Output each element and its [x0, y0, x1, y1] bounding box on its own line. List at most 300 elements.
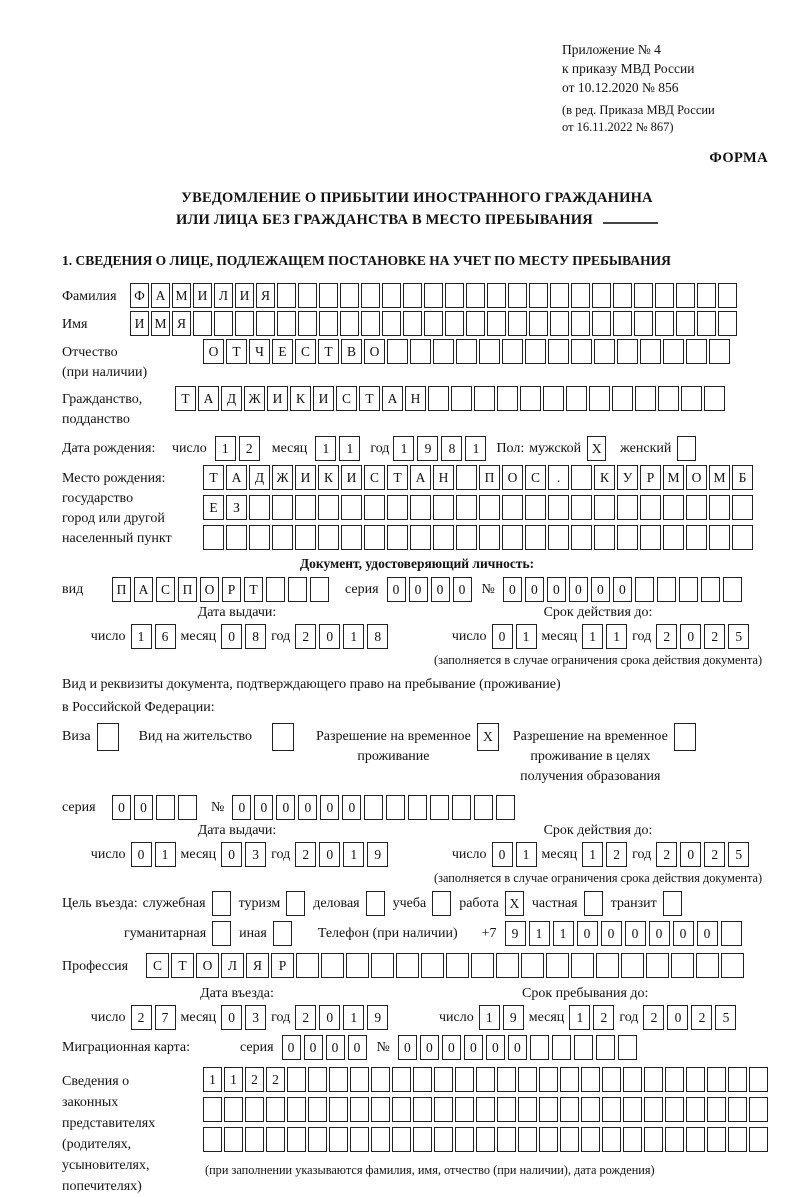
form-cell[interactable]: 1 — [315, 436, 336, 461]
form-cell[interactable] — [430, 795, 449, 820]
form-cell[interactable] — [433, 525, 454, 550]
form-cell[interactable] — [574, 1035, 593, 1060]
form-cell[interactable] — [214, 311, 233, 336]
sex-male-checkbox[interactable]: X — [587, 436, 606, 461]
form-cell[interactable] — [392, 1127, 411, 1152]
form-cell[interactable]: З — [226, 495, 247, 520]
form-cell[interactable]: М — [709, 465, 730, 490]
form-cell[interactable]: А — [198, 386, 219, 411]
form-cell[interactable]: 2 — [643, 1005, 664, 1030]
form-cell[interactable] — [697, 311, 716, 336]
form-cell[interactable] — [371, 1067, 390, 1092]
form-cell[interactable] — [686, 1127, 705, 1152]
form-cell[interactable]: 2 — [295, 1005, 316, 1030]
form-cell[interactable] — [718, 311, 737, 336]
form-cell[interactable] — [665, 1097, 684, 1122]
form-cell[interactable] — [371, 953, 394, 978]
form-cell[interactable]: 1 — [203, 1067, 222, 1092]
form-cell[interactable]: 3 — [245, 842, 266, 867]
form-cell[interactable]: О — [502, 465, 523, 490]
form-cell[interactable] — [709, 495, 730, 520]
form-cell[interactable] — [288, 577, 307, 602]
form-cell[interactable] — [434, 1067, 453, 1092]
form-cell[interactable] — [644, 1127, 663, 1152]
form-cell[interactable]: 1 — [393, 436, 414, 461]
form-cell[interactable] — [566, 386, 587, 411]
form-cell[interactable] — [550, 283, 569, 308]
form-cell[interactable]: Т — [359, 386, 380, 411]
form-cell[interactable]: 0 — [547, 577, 566, 602]
form-cell[interactable] — [308, 1067, 327, 1092]
form-cell[interactable] — [479, 525, 500, 550]
purpose-private-checkbox[interactable] — [584, 891, 603, 916]
form-cell[interactable] — [456, 339, 477, 364]
form-cell[interactable]: С — [336, 386, 357, 411]
form-cell[interactable]: 1 — [553, 921, 574, 946]
form-cell[interactable] — [272, 495, 293, 520]
form-cell[interactable]: Т — [226, 339, 247, 364]
form-cell[interactable] — [640, 525, 661, 550]
form-cell[interactable] — [718, 283, 737, 308]
form-cell[interactable] — [456, 495, 477, 520]
form-cell[interactable] — [341, 525, 362, 550]
form-cell[interactable]: Ж — [272, 465, 293, 490]
form-cell[interactable]: А — [410, 465, 431, 490]
form-cell[interactable]: 0 — [577, 921, 598, 946]
form-cell[interactable] — [424, 283, 443, 308]
form-cell[interactable] — [455, 1097, 474, 1122]
form-cell[interactable] — [340, 311, 359, 336]
form-cell[interactable]: 2 — [656, 842, 677, 867]
form-cell[interactable]: Я — [256, 283, 275, 308]
form-cell[interactable]: 1 — [343, 624, 364, 649]
form-cell[interactable] — [298, 283, 317, 308]
form-cell[interactable] — [386, 795, 405, 820]
form-cell[interactable] — [434, 1097, 453, 1122]
form-cell[interactable] — [589, 386, 610, 411]
form-cell[interactable] — [445, 283, 464, 308]
form-cell[interactable] — [476, 1097, 495, 1122]
form-cell[interactable] — [530, 1035, 549, 1060]
form-cell[interactable]: 1 — [516, 842, 537, 867]
form-cell[interactable]: Я — [246, 953, 269, 978]
form-cell[interactable] — [594, 495, 615, 520]
form-cell[interactable] — [728, 1067, 747, 1092]
form-cell[interactable]: 0 — [464, 1035, 483, 1060]
form-cell[interactable] — [319, 311, 338, 336]
form-cell[interactable]: М — [663, 465, 684, 490]
form-cell[interactable]: 1 — [131, 624, 152, 649]
form-cell[interactable]: 0 — [221, 1005, 242, 1030]
form-cell[interactable] — [686, 495, 707, 520]
form-cell[interactable] — [550, 311, 569, 336]
purpose-transit-checkbox[interactable] — [663, 891, 682, 916]
form-cell[interactable]: 5 — [715, 1005, 736, 1030]
form-cell[interactable] — [612, 386, 633, 411]
purpose-humanitarian-checkbox[interactable] — [212, 921, 231, 946]
form-cell[interactable]: 1 — [465, 436, 486, 461]
form-cell[interactable]: 0 — [320, 795, 339, 820]
form-cell[interactable]: Н — [405, 386, 426, 411]
form-cell[interactable] — [455, 1127, 474, 1152]
form-cell[interactable] — [707, 1127, 726, 1152]
form-cell[interactable] — [508, 283, 527, 308]
form-cell[interactable] — [681, 386, 702, 411]
form-cell[interactable] — [539, 1067, 558, 1092]
form-cell[interactable] — [732, 525, 753, 550]
form-cell[interactable] — [387, 495, 408, 520]
form-cell[interactable]: А — [134, 577, 153, 602]
form-cell[interactable] — [657, 577, 676, 602]
form-cell[interactable] — [581, 1067, 600, 1092]
form-cell[interactable]: К — [318, 465, 339, 490]
form-cell[interactable] — [621, 953, 644, 978]
form-cell[interactable] — [296, 953, 319, 978]
form-cell[interactable]: И — [267, 386, 288, 411]
form-cell[interactable] — [665, 1127, 684, 1152]
form-cell[interactable] — [295, 495, 316, 520]
form-cell[interactable] — [560, 1097, 579, 1122]
form-cell[interactable] — [350, 1097, 369, 1122]
form-cell[interactable] — [529, 311, 548, 336]
form-cell[interactable] — [525, 339, 546, 364]
form-cell[interactable] — [502, 525, 523, 550]
form-cell[interactable] — [644, 1097, 663, 1122]
form-cell[interactable]: П — [479, 465, 500, 490]
form-cell[interactable] — [525, 495, 546, 520]
form-cell[interactable] — [634, 311, 653, 336]
form-cell[interactable]: 0 — [304, 1035, 323, 1060]
form-cell[interactable]: Т — [171, 953, 194, 978]
form-cell[interactable] — [548, 525, 569, 550]
form-cell[interactable] — [696, 953, 719, 978]
form-cell[interactable]: 0 — [673, 921, 694, 946]
form-cell[interactable]: . — [548, 465, 569, 490]
form-cell[interactable] — [655, 311, 674, 336]
form-cell[interactable] — [709, 339, 730, 364]
form-cell[interactable] — [571, 525, 592, 550]
form-cell[interactable] — [520, 386, 541, 411]
form-cell[interactable] — [497, 1127, 516, 1152]
form-cell[interactable]: 1 — [606, 624, 627, 649]
form-cell[interactable] — [502, 495, 523, 520]
form-cell[interactable] — [721, 953, 744, 978]
form-cell[interactable] — [452, 795, 471, 820]
form-cell[interactable]: Ж — [244, 386, 265, 411]
form-cell[interactable] — [707, 1097, 726, 1122]
form-cell[interactable]: 9 — [503, 1005, 524, 1030]
form-cell[interactable]: 0 — [319, 624, 340, 649]
form-cell[interactable] — [424, 311, 443, 336]
form-cell[interactable]: 0 — [134, 795, 153, 820]
form-cell[interactable] — [539, 1127, 558, 1152]
form-cell[interactable] — [364, 795, 383, 820]
purpose-study-checkbox[interactable] — [432, 891, 451, 916]
form-cell[interactable] — [318, 525, 339, 550]
form-cell[interactable]: 0 — [409, 577, 428, 602]
form-cell[interactable] — [451, 386, 472, 411]
form-cell[interactable]: 0 — [508, 1035, 527, 1060]
form-cell[interactable] — [287, 1097, 306, 1122]
form-cell[interactable] — [361, 283, 380, 308]
form-cell[interactable] — [581, 1127, 600, 1152]
form-cell[interactable] — [518, 1097, 537, 1122]
form-cell[interactable]: 8 — [367, 624, 388, 649]
purpose-commercial-checkbox[interactable] — [366, 891, 385, 916]
form-cell[interactable] — [308, 1127, 327, 1152]
form-cell[interactable] — [728, 1097, 747, 1122]
form-cell[interactable]: К — [290, 386, 311, 411]
form-cell[interactable]: А — [226, 465, 247, 490]
form-cell[interactable]: С — [525, 465, 546, 490]
form-cell[interactable] — [496, 795, 515, 820]
form-cell[interactable]: 0 — [398, 1035, 417, 1060]
form-cell[interactable] — [635, 386, 656, 411]
form-cell[interactable]: 1 — [516, 624, 537, 649]
form-cell[interactable]: 0 — [649, 921, 670, 946]
form-cell[interactable]: 9 — [367, 1005, 388, 1030]
form-cell[interactable] — [634, 283, 653, 308]
form-cell[interactable]: М — [172, 283, 191, 308]
form-cell[interactable]: О — [196, 953, 219, 978]
form-cell[interactable]: 0 — [298, 795, 317, 820]
form-cell[interactable] — [455, 1067, 474, 1092]
form-cell[interactable] — [732, 495, 753, 520]
form-cell[interactable] — [249, 525, 270, 550]
form-cell[interactable] — [707, 1067, 726, 1092]
form-cell[interactable]: 1 — [479, 1005, 500, 1030]
form-cell[interactable]: Е — [272, 339, 293, 364]
form-cell[interactable]: 2 — [239, 436, 260, 461]
form-cell[interactable] — [571, 311, 590, 336]
form-cell[interactable] — [235, 311, 254, 336]
form-cell[interactable] — [508, 311, 527, 336]
form-cell[interactable] — [487, 283, 506, 308]
form-cell[interactable] — [665, 1067, 684, 1092]
form-cell[interactable] — [224, 1127, 243, 1152]
form-cell[interactable]: 0 — [680, 624, 701, 649]
form-cell[interactable] — [410, 495, 431, 520]
form-cell[interactable] — [382, 283, 401, 308]
form-cell[interactable] — [226, 525, 247, 550]
form-cell[interactable]: П — [178, 577, 197, 602]
form-cell[interactable] — [655, 283, 674, 308]
form-cell[interactable] — [497, 386, 518, 411]
sex-female-checkbox[interactable] — [677, 436, 696, 461]
form-cell[interactable]: 9 — [367, 842, 388, 867]
form-cell[interactable] — [686, 1097, 705, 1122]
form-cell[interactable] — [602, 1127, 621, 1152]
form-cell[interactable] — [287, 1127, 306, 1152]
form-cell[interactable]: 8 — [245, 624, 266, 649]
form-cell[interactable]: У — [617, 465, 638, 490]
form-cell[interactable] — [361, 311, 380, 336]
form-cell[interactable] — [543, 386, 564, 411]
form-cell[interactable] — [277, 311, 296, 336]
form-cell[interactable]: 1 — [582, 842, 603, 867]
form-cell[interactable]: О — [200, 577, 219, 602]
form-cell[interactable]: А — [382, 386, 403, 411]
form-cell[interactable]: 0 — [453, 577, 472, 602]
form-cell[interactable] — [646, 953, 669, 978]
form-cell[interactable] — [156, 795, 175, 820]
form-cell[interactable] — [539, 1097, 558, 1122]
form-cell[interactable] — [613, 311, 632, 336]
form-cell[interactable] — [413, 1127, 432, 1152]
form-cell[interactable] — [548, 495, 569, 520]
form-cell[interactable]: 1 — [343, 1005, 364, 1030]
form-cell[interactable]: Л — [221, 953, 244, 978]
form-cell[interactable] — [476, 1067, 495, 1092]
form-cell[interactable]: 1 — [155, 842, 176, 867]
form-cell[interactable]: 0 — [525, 577, 544, 602]
form-cell[interactable]: 1 — [339, 436, 360, 461]
form-cell[interactable]: 0 — [680, 842, 701, 867]
form-cell[interactable] — [479, 339, 500, 364]
form-cell[interactable]: Т — [387, 465, 408, 490]
form-cell[interactable] — [663, 339, 684, 364]
form-cell[interactable]: 7 — [155, 1005, 176, 1030]
form-cell[interactable] — [697, 283, 716, 308]
form-cell[interactable] — [413, 1067, 432, 1092]
form-cell[interactable]: 2 — [245, 1067, 264, 1092]
form-cell[interactable] — [749, 1127, 768, 1152]
form-cell[interactable]: 0 — [420, 1035, 439, 1060]
form-cell[interactable] — [548, 339, 569, 364]
form-cell[interactable] — [496, 953, 519, 978]
form-cell[interactable]: К — [594, 465, 615, 490]
form-cell[interactable] — [413, 1097, 432, 1122]
form-cell[interactable] — [502, 339, 523, 364]
form-cell[interactable] — [408, 795, 427, 820]
form-cell[interactable] — [487, 311, 506, 336]
form-cell[interactable] — [341, 495, 362, 520]
form-cell[interactable] — [571, 339, 592, 364]
form-cell[interactable] — [497, 1097, 516, 1122]
form-cell[interactable] — [623, 1067, 642, 1092]
form-cell[interactable]: 0 — [442, 1035, 461, 1060]
form-cell[interactable] — [364, 525, 385, 550]
form-cell[interactable] — [249, 495, 270, 520]
form-cell[interactable]: 2 — [266, 1067, 285, 1092]
form-cell[interactable] — [617, 525, 638, 550]
form-cell[interactable]: 6 — [155, 624, 176, 649]
form-cell[interactable] — [266, 1127, 285, 1152]
form-cell[interactable] — [686, 1067, 705, 1092]
form-cell[interactable] — [594, 525, 615, 550]
form-cell[interactable] — [581, 1097, 600, 1122]
form-cell[interactable]: 3 — [245, 1005, 266, 1030]
form-cell[interactable] — [658, 386, 679, 411]
form-cell[interactable] — [644, 1067, 663, 1092]
form-cell[interactable] — [245, 1127, 264, 1152]
form-cell[interactable] — [410, 339, 431, 364]
form-cell[interactable]: И — [235, 283, 254, 308]
form-cell[interactable] — [571, 465, 592, 490]
form-cell[interactable] — [433, 495, 454, 520]
form-cell[interactable]: 1 — [224, 1067, 243, 1092]
form-cell[interactable]: Н — [433, 465, 454, 490]
form-cell[interactable] — [456, 525, 477, 550]
form-cell[interactable]: 0 — [625, 921, 646, 946]
form-cell[interactable]: 0 — [282, 1035, 301, 1060]
form-cell[interactable] — [350, 1127, 369, 1152]
form-cell[interactable] — [635, 577, 654, 602]
form-cell[interactable]: 0 — [326, 1035, 345, 1060]
form-cell[interactable]: 2 — [656, 624, 677, 649]
form-cell[interactable] — [701, 577, 720, 602]
form-cell[interactable]: Я — [172, 311, 191, 336]
form-cell[interactable]: 0 — [348, 1035, 367, 1060]
form-cell[interactable] — [518, 1127, 537, 1152]
form-cell[interactable]: Т — [175, 386, 196, 411]
form-cell[interactable]: 0 — [342, 795, 361, 820]
form-cell[interactable]: С — [364, 465, 385, 490]
form-cell[interactable] — [623, 1127, 642, 1152]
form-cell[interactable] — [446, 953, 469, 978]
form-cell[interactable] — [676, 311, 695, 336]
form-cell[interactable] — [571, 495, 592, 520]
form-cell[interactable]: 0 — [319, 1005, 340, 1030]
form-cell[interactable]: 0 — [112, 795, 131, 820]
form-cell[interactable] — [592, 311, 611, 336]
form-cell[interactable]: 0 — [276, 795, 295, 820]
purpose-business-checkbox[interactable] — [212, 891, 231, 916]
form-cell[interactable] — [596, 1035, 615, 1060]
form-cell[interactable]: 0 — [613, 577, 632, 602]
form-cell[interactable] — [266, 577, 285, 602]
form-cell[interactable]: 1 — [529, 921, 550, 946]
form-cell[interactable]: 2 — [131, 1005, 152, 1030]
form-cell[interactable]: 0 — [221, 842, 242, 867]
form-cell[interactable] — [256, 311, 275, 336]
form-cell[interactable] — [403, 283, 422, 308]
form-cell[interactable]: Л — [214, 283, 233, 308]
form-cell[interactable]: В — [341, 339, 362, 364]
form-cell[interactable] — [704, 386, 725, 411]
form-cell[interactable] — [340, 283, 359, 308]
form-cell[interactable] — [671, 953, 694, 978]
form-cell[interactable] — [749, 1067, 768, 1092]
form-cell[interactable]: 2 — [606, 842, 627, 867]
form-cell[interactable]: С — [156, 577, 175, 602]
form-cell[interactable]: 2 — [295, 842, 316, 867]
purpose-other-checkbox[interactable] — [273, 921, 292, 946]
temp-permit-checkbox[interactable]: X — [477, 723, 499, 751]
visa-checkbox[interactable] — [97, 723, 119, 751]
form-cell[interactable]: 0 — [431, 577, 450, 602]
form-cell[interactable]: 2 — [295, 624, 316, 649]
form-cell[interactable] — [479, 495, 500, 520]
form-cell[interactable] — [203, 1127, 222, 1152]
form-cell[interactable]: 0 — [232, 795, 251, 820]
form-cell[interactable] — [329, 1127, 348, 1152]
form-cell[interactable]: О — [203, 339, 224, 364]
form-cell[interactable] — [396, 953, 419, 978]
form-cell[interactable] — [602, 1067, 621, 1092]
form-cell[interactable] — [723, 577, 742, 602]
form-cell[interactable] — [571, 953, 594, 978]
residence-permit-checkbox[interactable] — [272, 723, 294, 751]
form-cell[interactable] — [686, 339, 707, 364]
form-cell[interactable]: Р — [271, 953, 294, 978]
form-cell[interactable] — [618, 1035, 637, 1060]
form-cell[interactable] — [663, 495, 684, 520]
form-cell[interactable] — [640, 495, 661, 520]
form-cell[interactable] — [318, 495, 339, 520]
form-cell[interactable] — [371, 1127, 390, 1152]
form-cell[interactable] — [466, 311, 485, 336]
